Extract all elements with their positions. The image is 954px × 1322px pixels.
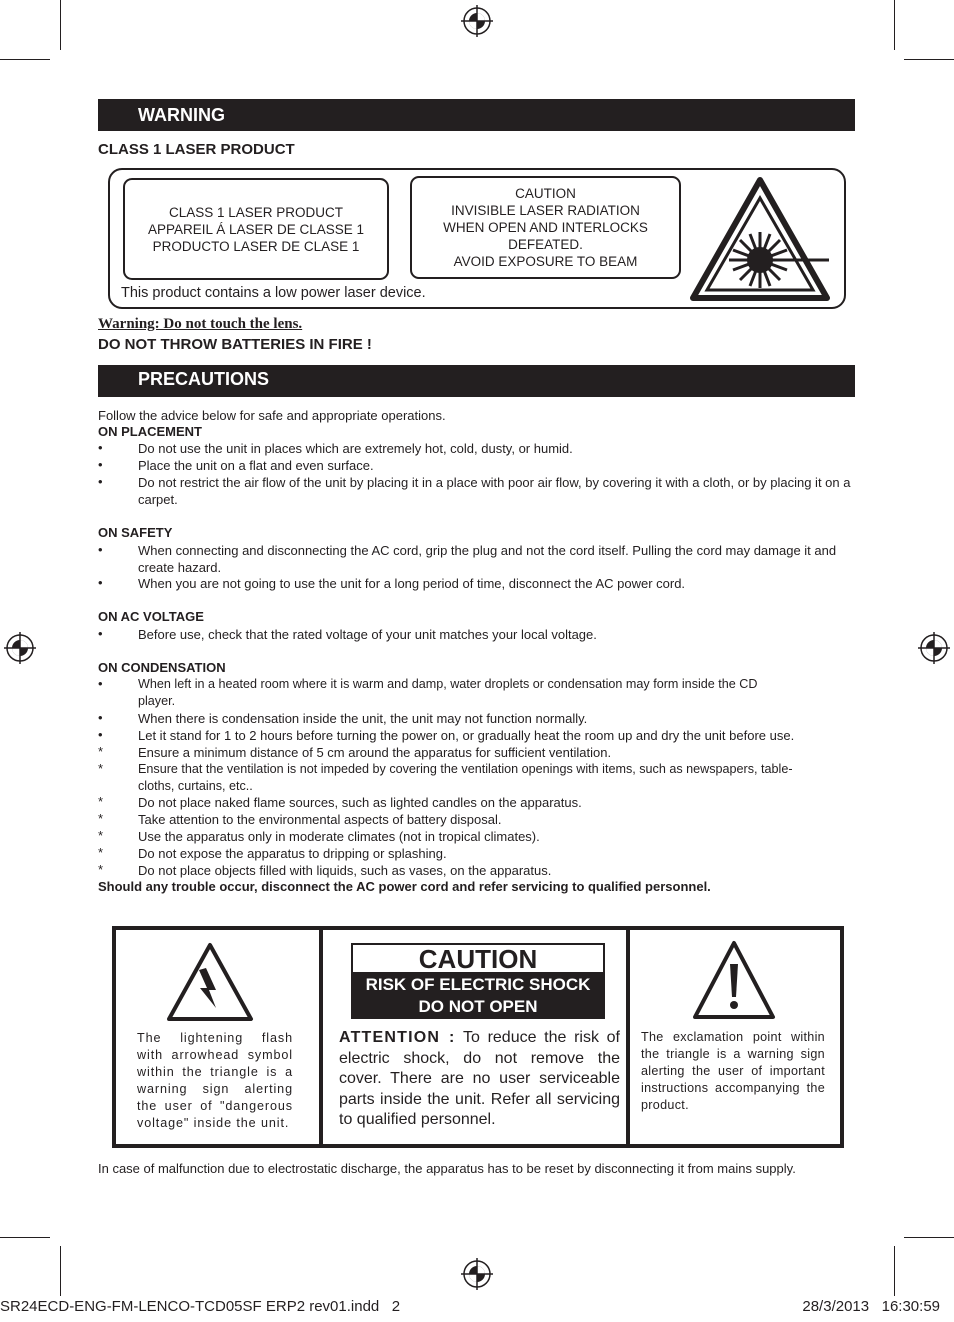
precautions-title: PRECAUTIONS xyxy=(138,369,270,389)
lens-warning: Warning: Do not touch the lens. xyxy=(98,316,303,332)
placement-heading: ON PLACEMENT xyxy=(98,424,202,439)
precautions-heading-bar xyxy=(98,365,855,397)
list-item: When left in a heated room where it is warm and damp, water droplets or condensation may form inside the CD player. xyxy=(138,677,758,708)
voltage-heading: ON AC VOLTAGE xyxy=(98,609,204,624)
registration-mark-icon xyxy=(918,632,950,664)
registration-mark-icon xyxy=(461,1258,493,1290)
condensation-heading: ON CONDENSATION xyxy=(98,660,226,675)
bullet-marker: • xyxy=(98,710,103,725)
attention-paragraph xyxy=(339,1028,620,1131)
label-line: DEFEATED. xyxy=(508,237,583,252)
warning-title: WARNING xyxy=(138,105,225,125)
star-marker: * xyxy=(98,794,104,809)
list-item: When connecting and disconnecting the AC cord, grip the plug and not the cord itself. Pulling the cord may damage it and create hazard. xyxy=(138,543,837,575)
star-marker: * xyxy=(98,811,104,826)
list-item: Take attention to the environmental aspects of battery disposal. xyxy=(138,812,502,827)
list-item: When there is condensation inside the unit, the unit may not function normally. xyxy=(138,711,588,726)
label-line: APPAREIL Á LASER DE CLASSE 1 xyxy=(147,221,365,237)
label-line: AVOID EXPOSURE TO BEAM xyxy=(453,254,638,269)
label-line: CLASS 1 LASER PRODUCT xyxy=(168,204,344,220)
crop-mark xyxy=(0,1237,50,1238)
safety-heading: ON SAFETY xyxy=(98,525,173,540)
label-line: PRODUCTO LASER DE CLASE 1 xyxy=(152,238,360,254)
star-marker: * xyxy=(98,828,104,843)
bullet-marker: • xyxy=(98,626,103,641)
bullet-marker: • xyxy=(98,457,103,472)
star-marker: * xyxy=(98,845,104,860)
list-item: Use the apparatus only in moderate climates (not in tropical climates). xyxy=(138,829,540,844)
bullet-marker: • xyxy=(98,474,103,489)
risk-line: DO NOT OPEN xyxy=(418,997,538,1016)
caution-title: CAUTION xyxy=(351,943,605,974)
list-item: Do not expose the apparatus to dripping or splashing. xyxy=(138,846,447,861)
bullet-marker: • xyxy=(98,575,103,590)
battery-warning: DO NOT THROW BATTERIES IN FIRE ! xyxy=(98,336,372,353)
crop-mark xyxy=(60,1246,61,1296)
attention-text: To reduce the risk of electric shock, do not remove the cover. There are no user serviceable parts inside the unit. Refer all servicing to qualified personnel. xyxy=(339,1029,621,1128)
crop-mark xyxy=(904,1237,954,1238)
label-line: CAUTION xyxy=(515,186,576,201)
footer-datetime: 28/3/2013 16:30:59 xyxy=(802,1298,940,1315)
laser-class-label xyxy=(123,178,389,280)
class-laser-heading: CLASS 1 LASER PRODUCT xyxy=(98,141,295,158)
list-item: Place the unit on a flat and even surface. xyxy=(138,458,374,473)
risk-label xyxy=(351,974,605,1019)
lightning-explanation: The lightening flash with arrowhead symbol within the triangle is a warning sign alerting the user of "dangerous voltage" inside the unit. xyxy=(137,1031,293,1130)
bullet-marker: • xyxy=(98,727,103,742)
list-item: When you are not going to use the unit for a long period of time, disconnect the AC power cord. xyxy=(138,576,686,591)
star-marker: * xyxy=(98,761,104,776)
divider xyxy=(319,926,323,1148)
list-item: Ensure a minimum distance of 5 cm around the apparatus for sufficient ventilation. xyxy=(138,745,612,760)
bullet-marker: • xyxy=(98,440,103,455)
list-item: Do not place naked flame sources, such as lighted candles on the apparatus. xyxy=(138,795,582,810)
trouble-note: Should any trouble occur, disconnect the AC power cord and refer servicing to qualified personnel. xyxy=(98,879,711,894)
crop-mark xyxy=(904,59,954,60)
list-item: Let it stand for 1 to 2 hours before turning the power on, or gradually heat the room up and dry the unit before use. xyxy=(138,728,795,743)
exclamation-explanation: The exclamation point within the triangle is a warning sign alerting the user of important instructions accompanying the product. xyxy=(641,1030,825,1112)
exclamation-triangle-icon xyxy=(692,940,776,1020)
label-line: WHEN OPEN AND INTERLOCKS xyxy=(443,220,648,235)
esd-note: In case of malfunction due to electrostatic discharge, the apparatus has to be reset by disconnecting it from mains supply. xyxy=(98,1161,796,1176)
crop-mark xyxy=(894,0,895,50)
footer-filename: SR24ECD-ENG-FM-LENCO-TCD05SF ERP2 rev01.indd 2 xyxy=(0,1298,401,1315)
risk-line: RISK OF ELECTRIC SHOCK xyxy=(365,975,591,994)
crop-mark xyxy=(0,59,50,60)
low-power-note: This product contains a low power laser device. xyxy=(121,285,426,301)
bullet-marker: • xyxy=(98,542,103,557)
crop-mark xyxy=(894,1246,895,1296)
list-item: Before use, check that the rated voltage of your unit matches your local voltage. xyxy=(138,627,597,642)
laser-hazard-icon xyxy=(689,176,831,302)
laser-caution-label xyxy=(410,176,681,279)
list-item: Do not restrict the air flow of the unit by placing it in a place with poor air flow, by covering it with a cloth, or by placing it on a carpet. xyxy=(138,475,851,507)
registration-mark-icon xyxy=(4,632,36,664)
registration-mark-icon xyxy=(461,5,493,37)
star-marker: * xyxy=(98,862,104,877)
list-item: Do not place objects filled with liquids, such as vases, on the apparatus. xyxy=(138,863,552,878)
label-line: INVISIBLE LASER RADIATION xyxy=(451,203,640,218)
precautions-intro: Follow the advice below for safe and appropriate operations. xyxy=(98,408,446,423)
bullet-marker: • xyxy=(98,676,103,691)
warning-heading-bar xyxy=(98,99,855,131)
star-marker: * xyxy=(98,744,104,759)
divider xyxy=(626,926,630,1148)
list-item: Ensure that the ventilation is not impeded by covering the ventilation openings with items, such as newspapers, table-cloths, curtains, etc.. xyxy=(138,762,793,793)
attention-label: ATTENTION : xyxy=(339,1029,456,1046)
list-item: Do not use the unit in places which are extremely hot, cold, dusty, or humid. xyxy=(138,441,573,456)
crop-mark xyxy=(60,0,61,50)
lightning-triangle-icon xyxy=(166,942,254,1022)
